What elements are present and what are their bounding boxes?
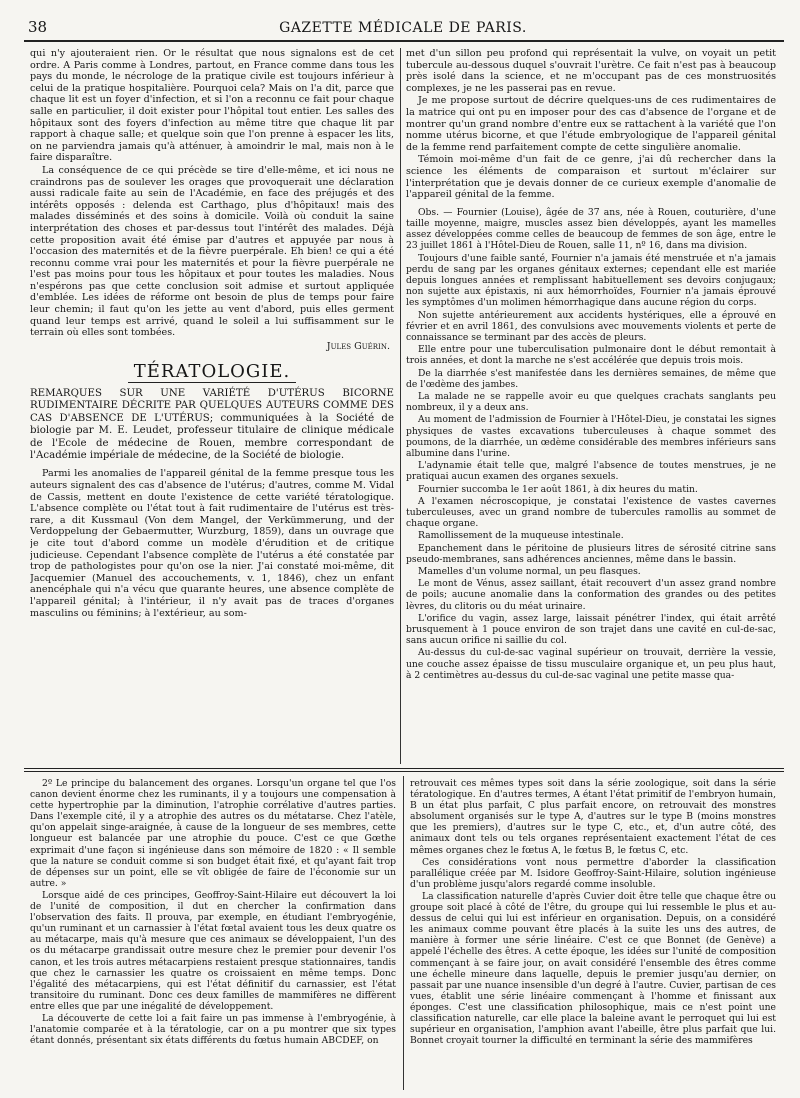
bottom-paragraph: La découverte de cette loi a fait faire un pas immense à l'embryogénie, à l'anatomie comparée et à la tératologie, car on a pu montrer que six types étant donnés, présentant six états différents du fœtus humain ABCDEF, on: [30, 1012, 396, 1047]
observation-block: [406, 207, 776, 681]
obs-paragraph: Non sujette antérieurement aux accidents hystériques, elle a éprouvé en février et en avril 1861, des convulsions avec mouvements violents et perte de connaissance se terminant par des accès de pleurs.: [406, 309, 776, 343]
column-separator-bottom: [403, 776, 404, 1090]
right-paragraph: met d'un sillon peu profond qui représentait la vulve, on voyait un petit tubercule au-dessous duquel s'ouvrait l'urètre. Ce fait n'est pas à beaucoup près isolé dans la science, et ne m'occupant pas de ces monstruosités complexes, je ne les passerai pas en revue.: [406, 48, 776, 94]
right-column: [406, 48, 776, 764]
obs-paragraph: Au-dessus du cul-de-sac vaginal supérieur on trouvait, derrière la vessie, une couche assez épaisse de tissu musculaire organique et, un peu plus haut, à 2 centimètres au-dessus du cul-de-sac vaginal une petite masse qua-: [406, 647, 776, 681]
obs-paragraph: Epanchement dans le péritoine de plusieurs litres de sérosité citrine sans pseudo-membranes, sans adhérences anciennes, même dans le bassin.: [406, 542, 776, 565]
bottom-paragraph: Ces considérations vont nous permettre d'aborder la classification parallélique créée par M. Isidore Geoffroy-Saint-Hilaire, solution ingénieuse d'un problème jusqu'alors regardé comme insoluble.: [410, 856, 776, 890]
obs-paragraph: Elle entre pour une tuberculisation pulmonaire dont le début remontait à trois années, et dont la marche ne s'est accélérée que depuis trois mois.: [406, 344, 776, 367]
obs-paragraph: A l'examen nécroscopique, je constatai l'existence de vastes cavernes tuberculeuses, avec un grand nombre de tubercules ramollis au sommet de chaque organe.: [406, 495, 776, 530]
column-separator-top: [400, 48, 401, 764]
obs-paragraph: Mamelles d'un volume normal, un peu flasques.: [418, 566, 641, 578]
bottom-paragraph: La classification naturelle d'après Cuvier doit être telle que chaque être ou groupe soit placé à côté de l'être, du groupe qui lui ressemble le plus et au-dessus de celui qui lui est inférieur en organisation. Depuis, on a considéré les animaux comme pouvant être placés à la suite les uns des autres, de manière à former une série linéaire. C'est ce que Bonnet (de Genève) a appelé l'échelle des êtres. A cette époque, les idées sur l'unité de composition commençant à se faire jour, on avait considéré l'ensemble des êtres comme une échelle mineure dans laquelle, depuis le premier jusqu'au dernier, on passait par une nuance insensible d'un degré à l'autre. Cuvier, partisan de ces vues, établit une série linéaire commençant à l'homme et finissant aux éponges. C'est une classification philosophique, mais ce n'est point une classification naturelle, car elle place la baleine avant le perroquet qui lui est supérieur en organisation, l'amphion avant l'abeille, être plus parfait que lui. Bonnet croyait tourner la difficulté en terminant la série des mammifères: [410, 890, 776, 1047]
left-paragraph: qui n'y ajouteraient rien. Or le résultat que nous signalons est de cet ordre. A Paris comme à Londres, partout, en France comme dans tous les pays du monde, le nécrologe de la pratique civile est toujours inférieur à celui de la pratique hospitalière. Pourquoi cela? Mais on l'a dit, parce que chaque lit est un foyer d'infection, et si l'on a reconnu ce fait pour chaque salle en particulier, il doit exister pour l'hôpital tout entier. Les salles des hôpitaux sont des foyers d'infection au même titre que chaque lit par rapport à chaque salle; et quelque soin que l'on prenne à espacer les lits, on ne parviendra jamais qu'à atténuer, à amoindrir le mal, mais non à le faire disparaître.: [30, 48, 394, 164]
bottom-right-column: [410, 778, 776, 1090]
obs-paragraph: La malade ne se rappelle avoir eu que quelques crachats sanglants peu nombreux, il y a deux ans.: [406, 390, 776, 414]
right-paragraph: Témoin moi-même d'un fait de ce genre, j'ai dû rechercher dans la science les éléments de comparaison et surtout m'éclairer sur l'interprétation que je devais donner de ce curieux exemple d'anomalie de l'appareil génital de la femme.: [406, 154, 776, 201]
article-heading: REMARQUES SUR UNE VARIÉTÉ D'UTÉRUS BICORNE RUDIMENTAIRE DÉCRITE PAR QUELQUES AUTEURS COMME DES CAS D'ABSENCE DE L'UTÉRUS; communiquées à la Société de biologie par M. E. Leudet, professeur titulaire de clinique médicale de l'Ecole de médecine de Rouen, membre correspondant de l'Académie impériale de médecine, de la Société de biologie.: [30, 388, 394, 462]
header-rule: [24, 40, 784, 42]
right-paragraph: Je me propose surtout de décrire quelques-uns de ces rudimentaires de la matrice qui ont pu en imposer pour des cas d'absence de l'organe et de montrer qu'un grand nombre d'entre eux se rattachent à la variété que l'on nomme utérus bicorne, et que l'étude embryologique de l'appareil génital de la femme rend parfaitement compte de cette singulière anomalie.: [406, 95, 776, 153]
journal-title: GAZETTE MÉDICALE DE PARIS.: [279, 20, 527, 36]
left-column: [30, 48, 394, 764]
bottom-left-column: [30, 778, 396, 1090]
left-paragraph: Parmi les anomalies de l'appareil génital de la femme presque tous les auteurs signalent des cas d'absence de l'utérus; d'autres, comme M. Vidal de Cassis, mettent en doute l'existence de cette variété tératologique. L'absence complète ou l'état tout à fait rudimentaire de l'utérus est très-rare, a dit Kussmaul (Von dem Mangel, der Verkümmerung, und der Verdoppelung der Gebaermutter, Wurzburg, 1859), dans un ouvrage que je cite tout d'abord comme un modèle d'érudition et de critique judicieuse. Cependant l'absence complète de l'utérus a été constatée par trop de pathologistes pour qu'on ose la nier. J'ai constaté moi-même, dit Jacquemier (Manuel des accouchements, v. 1, 1846), chez un enfant anencéphale qui n'a vécu que quarante heures, une absence complète de l'appareil génital; à l'intérieur, il n'y avait pas de traces d'organes masculins ou féminins; à l'extérieur, au som-: [30, 468, 394, 619]
obs-paragraph: L'orifice du vagin, assez large, laissait pénétrer l'index, qui était arrêté brusquement à 1 pouce environ de son trajet dans une cavité en cul-de-sac, sans aucun orifice ni saillie du col.: [406, 612, 776, 647]
obs-paragraph: Le mont de Vénus, assez saillant, était recouvert d'un assez grand nombre de poils; aucune anomalie dans la conformation des grandes ou des petites lèvres, du clitoris ou du méat urinaire.: [406, 578, 776, 612]
obs-paragraph: De la diarrhée s'est manifestée dans les dernières semaines, de même que de l'œdème des jambes.: [406, 367, 776, 390]
obs-paragraph: Toujours d'une faible santé, Fournier n'a jamais été menstruée et n'a jamais perdu de sang par les organes génitaux externes; cependant elle est mariée depuis longues années et remplissant habituellement ses devoirs conjugaux; non sujette aux épistaxis, ni aux hémorrhoïdes, Fournier n'a jamais éprouvé les symptômes d'un molimen hémorrhagique dans aucune région du corps.: [406, 252, 776, 309]
left-paragraph: La conséquence de ce qui précède se tire d'elle-même, et ici nous ne craindrons pas de soulever les orages que provoquerait une déclaration aussi radicale faite au sein de l'Académie, en face des préjugés et des intérêts opposés : delenda est Carthago, plus d'hôpitaux! mais des malades disséminés et des soins à domicile. Voilà où conduit la saine interprétation des choses et par-dessus tout l'intérêt des malades. Déjà cette proposition avait été émise par d'autres et appuyée par nous à l'occasion des maternités et de la fièvre puerpérale. Eh bien! ce qui a été reconnu comme vrai pour les maternités et pour la fièvre puerpérale ne l'est pas moins pour tous les hôpitaux et pour toutes les maladies. Nous n'espérons pas que cette conclusion soit admise et surtout appliquée d'emblée. Les idées de réforme ont besoin de plus de temps pour faire leur chemin; il faut qu'on les jette au vent d'abord, puis elles germent quand leur temps est arrivé, quand le soleil a lui suffisamment sur le terrain où elles sont tombées.: [30, 164, 394, 339]
obs-paragraph: Au moment de l'admission de Fournier à l'Hôtel-Dieu, je constatai les signes physiques de vastes excavations tuberculeuses à chaque sommet des poumons, de la diarrhée, un œdème considérable des membres inférieurs sans albumine dans l'urine.: [406, 414, 776, 459]
section-title: TÉRATOLOGIE.: [30, 366, 394, 378]
obs-paragraph: L'adynamie était telle que, malgré l'absence de toutes menstrues, je ne pratiquai aucun examen des organes sexuels.: [406, 460, 776, 483]
bottom-paragraph: retrouvait ces mêmes types soit dans la série zoologique, soit dans la série tératologique. En d'autres termes, A étant l'état primitif de l'embryon humain, B un état plus parfait, C plus parfait encore, on retrouvait des monstres absolument organisés sur le type A, d'autres sur le type B (moins monstres que les premiers), d'autres sur le type C, etc., et, d'un autre côté, des animaux dont tels ou tels organes représentaient exactement l'état de ces mêmes organes chez le fœtus A, le fœtus B, le fœtus C, etc.: [410, 778, 776, 856]
page-number: 38: [28, 18, 48, 36]
feuilleton-rule-top: [24, 768, 784, 769]
page-header: [22, 18, 784, 42]
feuilleton-rule-bottom: [24, 771, 784, 772]
obs-paragraph: Obs. — Fournier (Louise), âgée de 37 ans, née à Rouen, couturière, d'une taille moyenne, maigre, muscles assez bien développés, ayant les mamelles assez développées comme celles de beaucoup de femmes de son âge, entre le 23 juillet 1861 à l'Hôtel-Dieu de Rouen, salle 11, nº 16, dans ma division.: [406, 206, 776, 252]
bottom-paragraph: Lorsque aidé de ces principes, Geoffroy-Saint-Hilaire eut découvert la loi de l'unité de composition, il dut en chercher la confirmation dans l'observation des faits. Il prouva, par exemple, en étudiant l'embryogénie, qu'un ruminant et un carnassier à l'état fœtal avaient tous les deux quatre os au métacarpe, mais qu'à mesure que ces animaux se développaient, l'un des os du métacarpe grandissait outre mesure chez le premier pour devenir l'os canon, et les trois autres métacarpiens restaient presque stationnaires, tandis que chez le carnassier les quatre os croissaient en même temps. Donc l'égalité des métacarpiens, qui est l'état définitif du carnassier, est l'état transitoire du ruminant. Donc ces deux familles de mammifères ne diffèrent entre elles que par une inégalité de développement.: [30, 889, 396, 1012]
obs-paragraph: Fournier succomba le 1er août 1861, à dix heures du matin.: [418, 483, 698, 495]
author-signature: Jules Guérin.: [326, 340, 390, 352]
obs-paragraph: Ramollissement de la muqueuse intestinale.: [418, 530, 624, 542]
bottom-paragraph: 2º Le principe du balancement des organes. Lorsqu'un organe tel que l'os canon devient énorme chez les ruminants, il y a toujours une compensation à cette hypertrophie par la diminution, l'atrophie corrélative d'autres parties. Dans l'exemple cité, il y a atrophie des autres os du métatarse. Chez l'atèle, qu'on appelait singe-araignée, à cause de la longueur de ses membres, cette longueur est balancée par une atrophie du pouce. C'est ce que Gœthe exprimait d'une façon si ingénieuse dans son mémoire de 1820 : « Il semble que la nature se conduit comme si son budget était fixé, et qu'ayant fait trop de dépenses sur un point, elle se vît obligée de faire de l'économie sur un autre. »: [30, 778, 396, 889]
